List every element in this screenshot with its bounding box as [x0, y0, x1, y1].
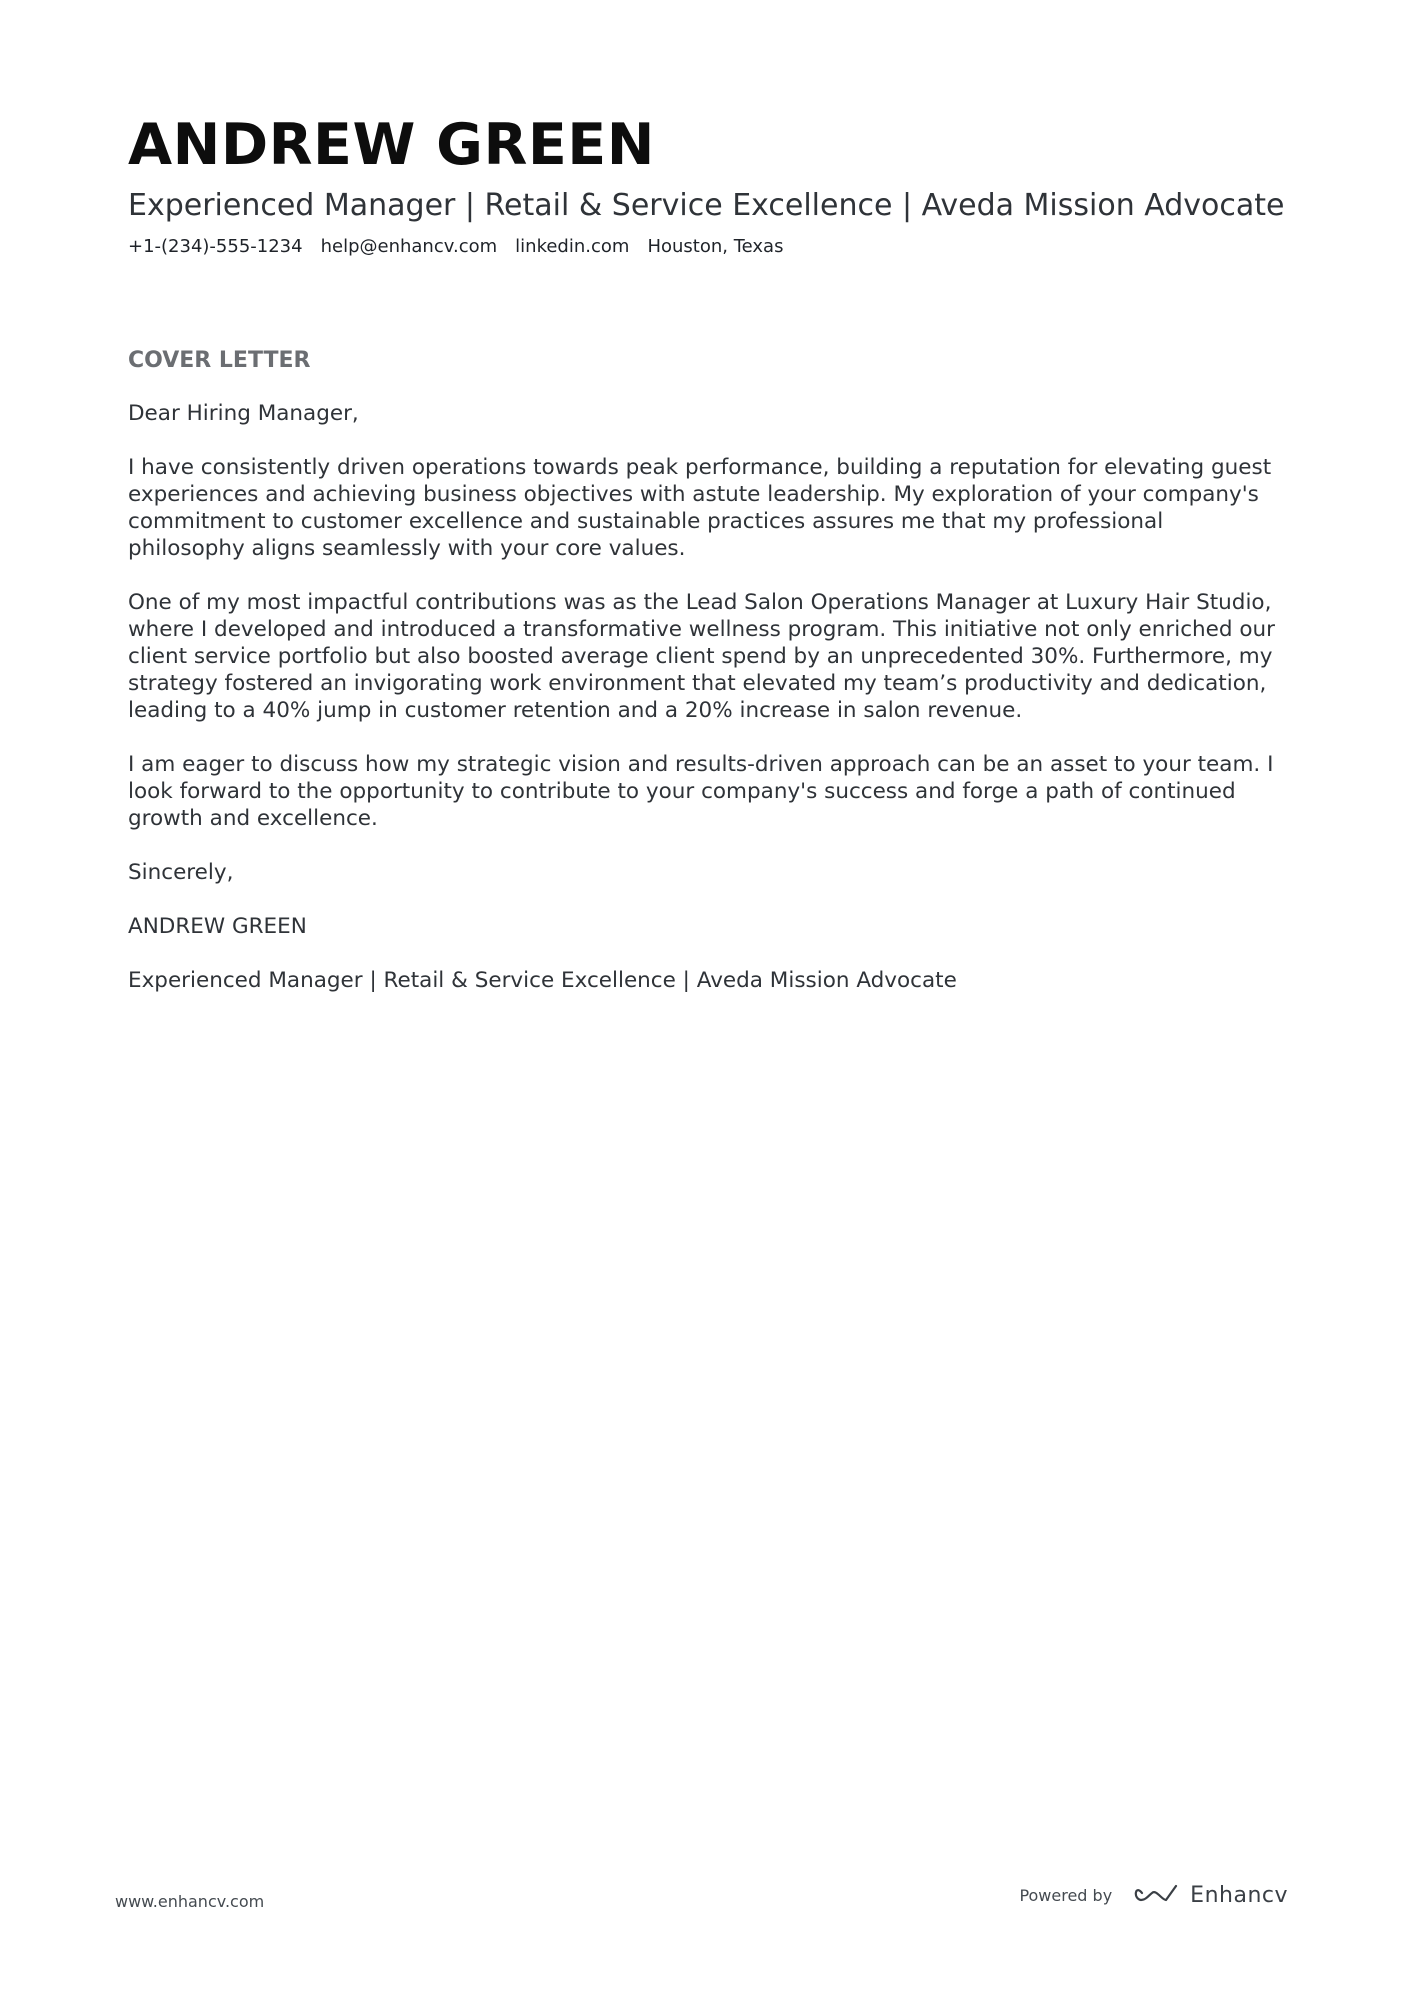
- contact-info: [128, 234, 1283, 260]
- paragraph-achievements: One of my most impactful contributions was as the Lead Salon Operations Manager at Luxury Hair Studio, where I developed and introduced a transformative wellness program. This initiative not only enriched our client service portfolio but also boosted average client spend by an unprecedented 30%. Furthermore, my strategy fostered an invigorating work environment that elevated my team’s productivity and dedication, leading to a 40% jump in customer retention and a 20% increase in salon revenue.: [128, 590, 1275, 723]
- enhancv-logo-icon: [1132, 1880, 1180, 1910]
- linkedin-link: linkedin.com: [515, 236, 630, 257]
- footer-website[interactable]: www.enhancv.com: [115, 1892, 265, 1911]
- brand-link[interactable]: [1132, 1880, 1288, 1910]
- email-address: help@enhancv.com: [320, 236, 498, 257]
- powered-by-label: Powered by: [1019, 1885, 1113, 1905]
- brand-name: Enhancv: [1190, 1882, 1288, 1908]
- paragraph-intro: I have consistently driven operations towards peak performance, building a reputation for elevating guest experiences and achieving business objectives with astute leadership. My exploration of your company's commitment to customer excellence and sustainable practices assures me that my professional philosophy aligns seamlessly with your core values.: [128, 455, 1272, 561]
- footer-branding: [1019, 1880, 1288, 1910]
- cover-letter-page: [128, 112, 1283, 994]
- paragraph-closing: I am eager to discuss how my strategic vision and results-driven approach can be an asset to your team. I look forward to the opportunity to contribute to your company's success and forge a path of continued growth and excellence.: [128, 752, 1274, 831]
- section-title: COVER LETTER: [128, 348, 311, 373]
- sign-off: Sincerely,: [128, 860, 234, 885]
- applicant-name: ANDREW GREEN: [128, 112, 655, 178]
- salutation: Dear Hiring Manager,: [128, 401, 359, 426]
- applicant-headline: Experienced Manager | Retail & Service Excellence | Aveda Mission Advocate: [128, 188, 1285, 223]
- letter-body: [128, 400, 1283, 994]
- signature-name: ANDREW GREEN: [128, 914, 307, 939]
- location: Houston, Texas: [647, 236, 784, 257]
- phone-number: +1-(234)-555-1234: [128, 236, 303, 257]
- signature-title: Experienced Manager | Retail & Service Excellence | Aveda Mission Advocate: [128, 968, 957, 993]
